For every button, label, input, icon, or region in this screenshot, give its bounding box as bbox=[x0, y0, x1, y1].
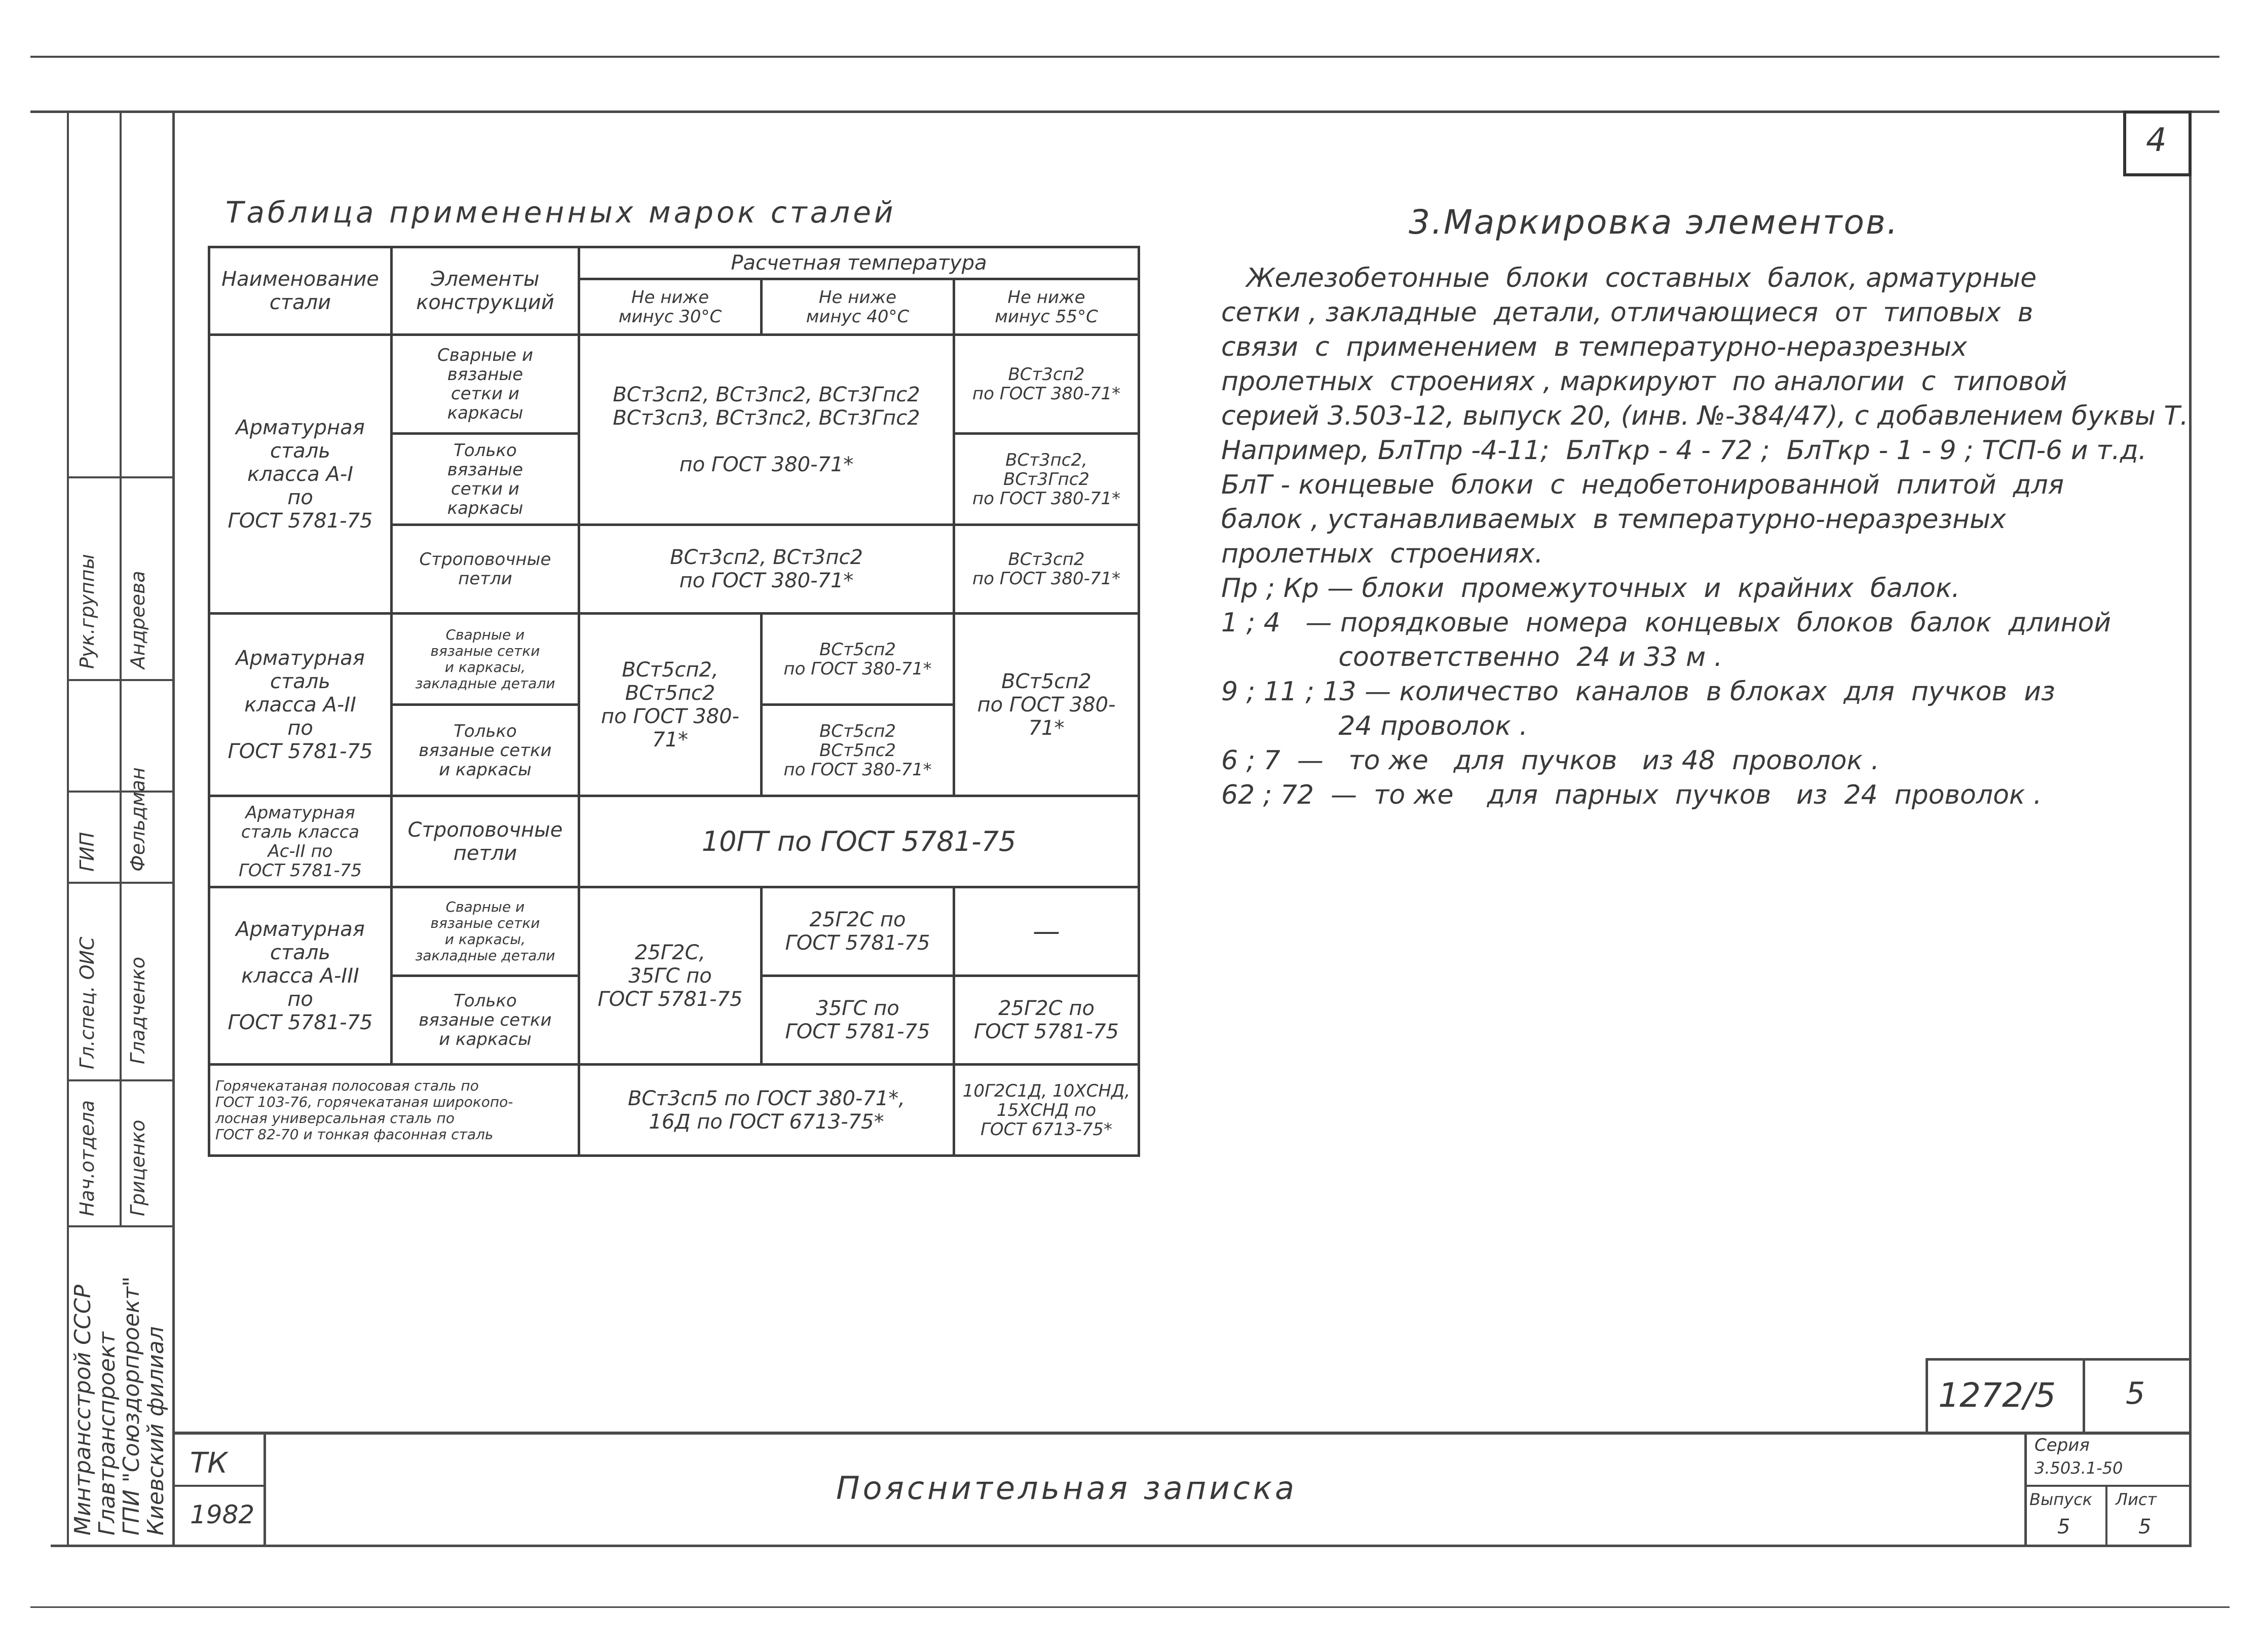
marking-line: серией 3.503-12, выпуск 20, (инв. №-384/47), с добавлением буквы Т. bbox=[1221, 401, 2189, 431]
marking-line: связи с применением в температурно-неразрезных bbox=[1221, 332, 1967, 362]
stamp-sep-4 bbox=[67, 791, 172, 793]
header-t40: Не ниже минус 40°С bbox=[762, 279, 954, 335]
stamp-name-1: Гриценко bbox=[127, 1119, 149, 1216]
code-box-left bbox=[1926, 1358, 1928, 1432]
r1c-t30-t40: ВСт3сп2, ВСт3пс2 по ГОСТ 380-71* bbox=[579, 525, 954, 614]
top-inner-line bbox=[30, 110, 2219, 113]
marking-line: 24 проволок . bbox=[1221, 711, 1528, 741]
tk-label: ТК bbox=[190, 1447, 228, 1480]
r2b-elements: Только вязаные сетки и каркасы bbox=[392, 705, 579, 796]
stamp-name-4: Андреева bbox=[127, 571, 149, 669]
marking-line: Например, БлТпр -4-11; БлТкр - 4 - 72 ; БлТкр - 1 - 9 ; ТСП-6 и т.д. bbox=[1221, 435, 2147, 466]
stamp-organization: Минтрансстрой СССР Главтранспроект ГПИ "Союздорпроект" Киевский филиал bbox=[70, 1276, 169, 1535]
r2-steel: Арматурная сталь класса А-II по ГОСТ 5781-75 bbox=[209, 614, 392, 796]
r4b-elements: Только вязаные сетки и каркасы bbox=[392, 976, 579, 1065]
r2b-t40: ВСт5сп2 ВСт5пс2 по ГОСТ 380-71* bbox=[762, 705, 954, 796]
marking-line: 9 ; 11 ; 13 — количество каналов в блоках для пучков из bbox=[1221, 677, 2055, 707]
issue-sheet-divider bbox=[2105, 1485, 2107, 1546]
r5-t55: 10Г2С1Д, 10ХСНД, 15ХСНД по ГОСТ 6713-75* bbox=[954, 1065, 1139, 1156]
code-sheet: 5 bbox=[2126, 1376, 2145, 1411]
stamp-role-1: Нач.отдела bbox=[76, 1100, 98, 1216]
header-elements: Элементы конструкций bbox=[392, 247, 579, 335]
r5-steel: Горячекатаная полосовая сталь по ГОСТ 103-76, горячекатаная широкопо- лосная универсальная сталь по ГОСТ 82-70 и тонкая фасонная сталь bbox=[209, 1065, 579, 1156]
r4a-t40: 25Г2С по ГОСТ 5781-75 bbox=[762, 887, 954, 976]
marking-line: соответственно 24 и 33 м . bbox=[1221, 642, 1723, 672]
stamp-role-4: Рук.группы bbox=[76, 554, 98, 669]
marking-line: сетки , закладные детали, отличающиеся от типовых в bbox=[1221, 297, 2033, 328]
corner-sheet-number: 4 bbox=[2146, 122, 2167, 159]
bottom-border-line bbox=[51, 1545, 2192, 1547]
r3-steel: Арматурная сталь класса Ас-II по ГОСТ 5781-75 bbox=[209, 796, 392, 887]
r2-t30: ВСт5сп2, ВСт5пс2 по ГОСТ 380-71* bbox=[579, 614, 762, 796]
r1-steel: Арматурная сталь класса А-I по ГОСТ 5781-75 bbox=[209, 335, 392, 614]
year-label: 1982 bbox=[190, 1500, 255, 1529]
code-box-top bbox=[1926, 1358, 2192, 1361]
r2a-t40: ВСт5сп2 по ГОСТ 380-71* bbox=[762, 614, 954, 705]
marking-line: пролетных строениях. bbox=[1221, 539, 1543, 569]
r1a-elements: Сварные и вязаные сетки и каркасы bbox=[392, 335, 579, 434]
stamp-role-2: Гл.спец. ОИС bbox=[76, 936, 98, 1069]
left-inner-line bbox=[172, 110, 175, 1545]
header-steel-name: Наименование стали bbox=[209, 247, 392, 335]
title-block-top bbox=[175, 1432, 2192, 1435]
right-border-line bbox=[2189, 110, 2192, 1545]
header-t30: Не ниже минус 30°С bbox=[579, 279, 762, 335]
sheet-label: Лист bbox=[2116, 1490, 2157, 1509]
marking-line: 1 ; 4 — порядковые номера концевых блоков балок длиной bbox=[1221, 608, 2112, 638]
marking-line: БлТ - концевые блоки с недобетонированной плитой для bbox=[1221, 470, 2064, 500]
code-box-mid bbox=[2083, 1358, 2085, 1432]
stamp-sep-2 bbox=[67, 1079, 172, 1081]
marking-line: 6 ; 7 — то же для пучков из 48 проволок . bbox=[1221, 745, 1879, 776]
marking-line: пролетных строениях , маркируют по аналогии с типовой bbox=[1221, 366, 2067, 397]
r2-t55: ВСт5сп2 по ГОСТ 380-71* bbox=[954, 614, 1139, 796]
series-box-left bbox=[2024, 1432, 2027, 1546]
code-number: 1272/5 bbox=[1938, 1376, 2056, 1415]
stamp-name-2: Гладченко bbox=[127, 957, 149, 1064]
series-box-mid bbox=[2024, 1485, 2192, 1487]
header-design-temperature: Расчетная температура bbox=[579, 247, 1139, 279]
top-border-line bbox=[30, 56, 2219, 58]
marking-line: 62 ; 72 — то же для парных пучков из 24 проволок . bbox=[1221, 780, 2042, 810]
r1b-elements: Только вязаные сетки и каркасы bbox=[392, 434, 579, 525]
stamp-name-3: Фельдман bbox=[127, 767, 149, 872]
series-value: 3.503.1-50 bbox=[2034, 1458, 2123, 1478]
r4-steel: Арматурная сталь класса А-III по ГОСТ 5781-75 bbox=[209, 887, 392, 1065]
r1a-t30-t40: ВСт3сп2, ВСт3пс2, ВСт3Гпс2 ВСт3сп3, ВСт3пс2, ВСт3Гпс2 по ГОСТ 380-71* bbox=[579, 335, 954, 525]
stamp-sep-5 bbox=[67, 679, 172, 681]
marking-line: Железобетонные блоки составных балок, арматурные bbox=[1221, 263, 2037, 293]
stamp-mid-line bbox=[120, 110, 122, 1225]
r4a-t55: — bbox=[954, 887, 1139, 976]
marking-text bbox=[1221, 261, 2189, 812]
series-label: Серия bbox=[2034, 1435, 2090, 1455]
r1c-t55: ВСт3сп2 по ГОСТ 380-71* bbox=[954, 525, 1139, 614]
r1c-elements: Строповочные петли bbox=[392, 525, 579, 614]
marking-line: балок , устанавливаемых в температурно-неразрезных bbox=[1221, 504, 2006, 535]
tk-box-right bbox=[263, 1432, 266, 1546]
r3-elements: Строповочные петли bbox=[392, 796, 579, 887]
stamp-left-line bbox=[67, 110, 69, 1545]
table-title: Таблица примененных марок сталей bbox=[225, 195, 896, 230]
stamp-sep-6 bbox=[67, 476, 172, 478]
r1b-t55: ВСт3пс2, ВСт3Гпс2 по ГОСТ 380-71* bbox=[954, 434, 1139, 525]
header-t55: Не ниже минус 55°С bbox=[954, 279, 1139, 335]
r4b-t55: 25Г2С по ГОСТ 5781-75 bbox=[954, 976, 1139, 1065]
stamp-sep-3 bbox=[67, 882, 172, 884]
section-title: 3.Маркировка элементов. bbox=[1409, 203, 1899, 242]
r4-t30: 25Г2С, 35ГС по ГОСТ 5781-75 bbox=[579, 887, 762, 1065]
tk-box-mid bbox=[175, 1485, 263, 1487]
r1a-t55: ВСт3сп2 по ГОСТ 380-71* bbox=[954, 335, 1139, 434]
document-title: Пояснительная записка bbox=[836, 1470, 1298, 1507]
marking-line: Пр ; Кр — блоки промежуточных и крайних балок. bbox=[1221, 573, 1960, 604]
issue-value: 5 bbox=[2057, 1515, 2070, 1538]
r4a-elements: Сварные и вязаные сетки и каркасы, закладные детали bbox=[392, 887, 579, 976]
stamp-role-3: ГИП bbox=[76, 832, 98, 872]
steel-grades-table bbox=[208, 246, 1140, 1157]
r2a-elements: Сварные и вязаные сетки и каркасы, закладные детали bbox=[392, 614, 579, 705]
issue-label: Выпуск bbox=[2029, 1490, 2092, 1509]
r4b-t40: 35ГС по ГОСТ 5781-75 bbox=[762, 976, 954, 1065]
sheet-value: 5 bbox=[2138, 1515, 2152, 1538]
r3-all-temperatures: 10ГТ по ГОСТ 5781-75 bbox=[579, 796, 1139, 887]
r5-t30-t40: ВСт3сп5 по ГОСТ 380-71*, 16Д по ГОСТ 6713-75* bbox=[579, 1065, 954, 1156]
stamp-sep-1 bbox=[67, 1225, 172, 1227]
bottom-outer-line bbox=[30, 1606, 2230, 1608]
